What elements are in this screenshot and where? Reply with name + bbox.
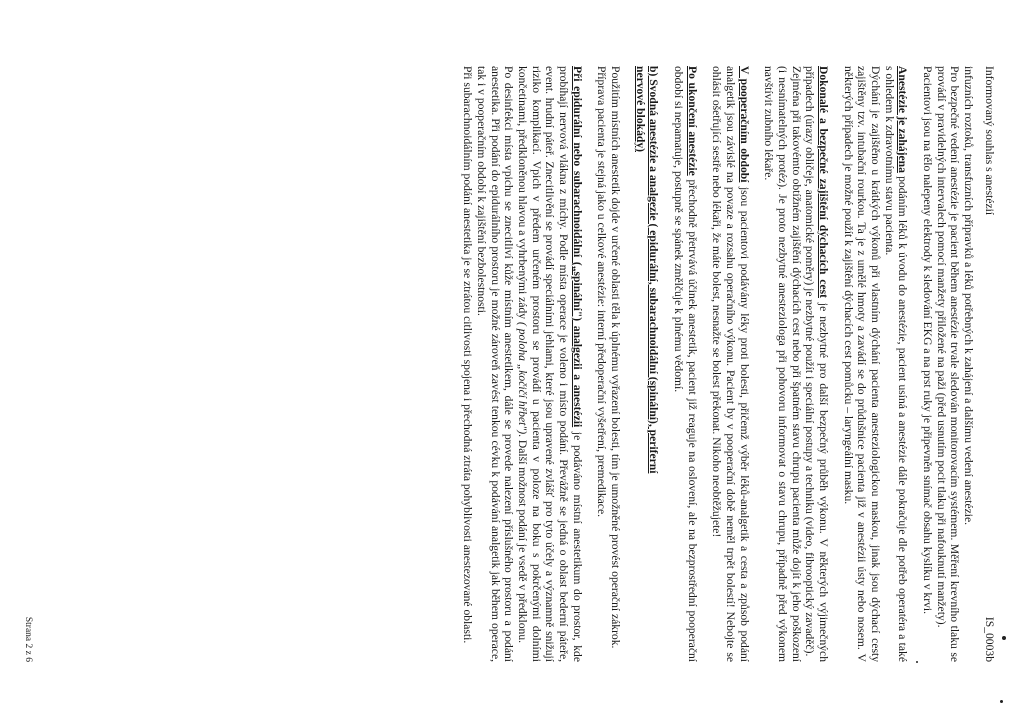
- section-epidural-text-end: . Další možnost podání je vsedě v předklonu.: [515, 434, 529, 644]
- document-id: IS_0003b: [983, 616, 996, 662]
- scan-speck: [916, 661, 918, 663]
- section-airway: [803, 66, 830, 662]
- section-postoperative: [710, 66, 751, 662]
- scan-speck: [1002, 636, 1006, 640]
- section-end-text: přechodně přetrvává účinek anestetik, pacient již reaguje na oslovení, ale na bezprostřední pooperační období si nepamatuje, postupně se spánek změlčuje k plnému vědomí.: [671, 66, 699, 662]
- section-epidural: [515, 66, 583, 662]
- paragraph-monitoring: Pro bezpečné vedení anestézie je pacient během anestézie trvale sledován monitorovacím systémem. Měření krevního tlaku se provádí v pravidelných intervalech pomocí manžety přiložené na paži (před usnutím pocit tlaku při nafouknutí manžety).: [934, 66, 962, 662]
- section-regional-heading: b) Svodná anestézie a analgezie ( epidurální, subarachnoidální (spinální), periferní: [647, 66, 661, 474]
- section-end-of-anesthesia: [671, 66, 698, 662]
- scan-speck: [1000, 700, 1003, 703]
- section-airway-lead: Dokonalé a bezpečné zajištění dýchacích cest: [816, 66, 830, 298]
- paragraph-subarachnoid: Při subarachnoidálním podání anestetika je se ztrátou citlivosti spojena i přechodná ztráta pohyblivosti anestezované oblasti.: [461, 66, 475, 644]
- page-header: [981, 66, 996, 662]
- section-airway-text: je nezbytné pro další bezpečný průběh výkonu. V některých výjimečných případech (úrazy obličeje, anatomické poměry) je nezbytné použít i speciální postupy a techniku (video, fibrooptický zavaděč).: [803, 66, 830, 662]
- section-induction: [882, 66, 909, 662]
- paragraph-preparation: Příprava pacienta je stejná jako u celkové anestézie: interní předoperační vyšetření, premedikace.: [595, 66, 609, 517]
- paragraph-teeth: Zejména při takovémto obtížném zajištění dýchacích cest nebo při špatném stavu chrupu pacienta může dojít k jeho poškození (i nesnímatelných protéz). Je proto nezbytné anesteziologa při pohovoru informovat o stavu chrupu, případně před výkonem navštívit zubního lékaře.: [762, 66, 803, 662]
- paragraph-local-anesthetics: Použitím místních anestetik dojde v určené oblasti těla k úplnému vyřazení bolesti, tím je umožněné provést operační zákrok.: [608, 66, 622, 649]
- cat-back-position: ( poloha „kočičí hřbet"): [515, 321, 529, 435]
- section-induction-lead: Anestézie je zahájena: [896, 66, 910, 173]
- paragraph-airway-mask: Dýchání je zajištěno u krátkých výkonů při vlastním dýchání pacienta anesteziologickou maskou, jinak jsou dýchací cesty zajištěny tzv. intubační rourkou. Ta je z umělé hmoty a zavádí se do průdušnice pacienta již v anestézii ústy nebo nosem. V některých případech je možné použít k zajištění dýchacích cest pomůcku – laryngeální masku.: [841, 66, 882, 662]
- section-regional-heading-cont: nervové blokády): [633, 66, 647, 152]
- paragraph-infusions: infuzních roztoků, transfuzních přípravků a léků potřebných k zahájení a dalšímu vedení anestézie.: [962, 66, 975, 526]
- document-title: Informovaný souhlas s anestézií: [983, 66, 996, 216]
- section-epidural-lead: Při epidurální nebo subarachnoidální („spinální") analgezii a anestézii: [570, 66, 584, 428]
- page-number: Strana 2 z 6: [23, 616, 34, 662]
- paragraph-disinfection: Po desinfekci místa vpichu se znecitliví kůže místním anestetikem, dále se provede nalezení příslušného prostoru a podání anestetika. Při podání do epidurálního prostoru je možné zároveň zavést tenkou cévku k podávání analgetik jak během operace, tak i v pooperačním období k zajištění bezbolestnosti.: [474, 66, 516, 662]
- section-end-lead: Po ukončení anestézie: [685, 66, 699, 176]
- section-postoperative-text: jsou pacientovi podávány léky proti bolesti, přičemž výběr léků-analgetik a cesta a způsob podání analgetik jsou závislé na povaze a rozsahu operačního výkonu. Pacient by v pooperační době neměl trpět bolestí! Nebojte se ohlásit ošetřující sestře nebo lékaři, že máte bolest, nesnažte se bolest překonat. Nikoho neobtěžujete!: [710, 66, 751, 663]
- section-postoperative-lead: V pooperačním období: [737, 66, 751, 183]
- section-induction-text: podáním léků k úvodu do anestézie, pacient usíná a anestézie dále pokračuje dle potřeb operatéra a také s ohledem k zdravotnímu stavu pacienta.: [882, 66, 910, 662]
- section-epidural-text: je podáváno místní anestetikum do prostor, kde probíhají nervová vlákna z míchy. Podle místa operace je voleno i místo podání. Převážně se jedná o oblast bederní páteře, event. hrudní páteř. Znecitlivění se provádí speciálními jehlami, které jsou upravené zvlášť pro tyto účely a významně snižují riziko komplikací. Vpich v předem určeném prostoru se provádí u pacienta v poloze na boku s pokrčenými dolními končetinami, předkloněnou hlavou a vyhrbenými zády: [515, 66, 584, 662]
- paragraph-ekg: Pacientovi jsou na tělo nalepeny elektrody k sledování EKG a na prst ruky je připevněn snímač obsahu kyslíku v krvi.: [920, 66, 934, 615]
